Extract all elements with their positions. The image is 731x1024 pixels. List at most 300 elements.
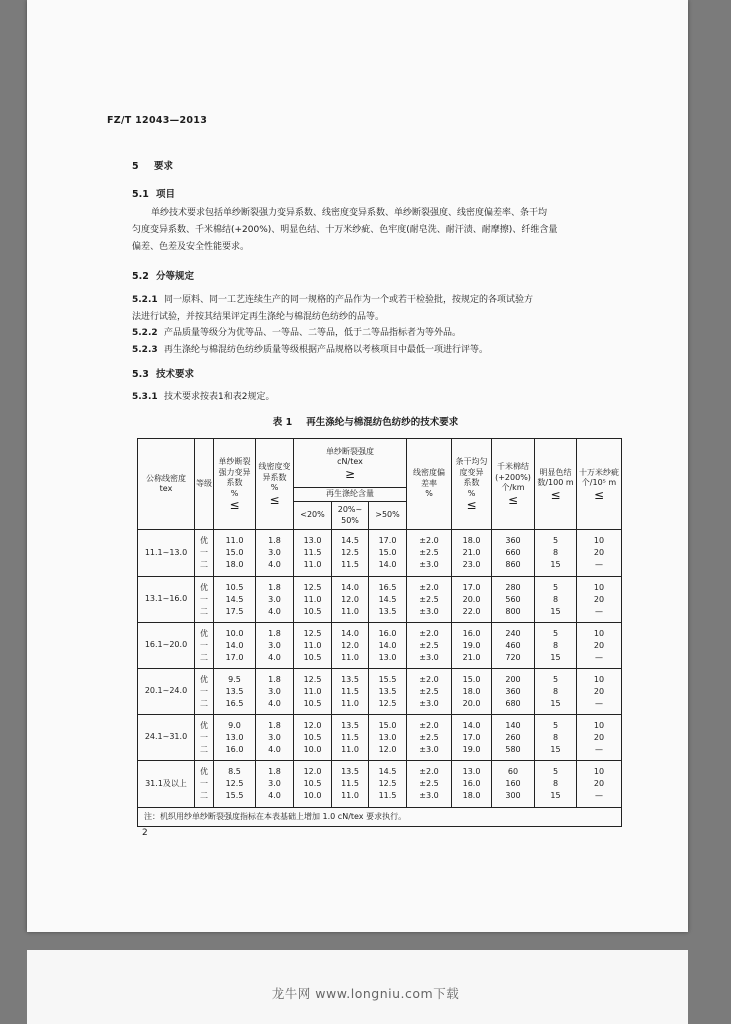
cell-value: 17.0	[378, 536, 397, 545]
cell-value: 10.5	[303, 652, 322, 662]
cell-value: 16.0	[462, 779, 481, 788]
para-5-1-line1: 单纱技术要求包括单纱断裂强力变异系数、线密度变异系数、单纱断裂强度、线密度偏差率、条干均	[151, 208, 548, 218]
cell-value: 8	[552, 594, 559, 604]
cell-value: 5	[552, 536, 559, 545]
table-cell	[452, 577, 492, 623]
table-cell	[577, 530, 622, 577]
table-cell	[332, 761, 369, 808]
table-cell	[492, 577, 535, 623]
table-row	[138, 761, 622, 808]
cell-value: 13.5	[378, 686, 397, 696]
cell-value: ±2.5	[419, 779, 439, 788]
table-cell	[492, 669, 535, 715]
cell-value: 12.5	[225, 779, 244, 788]
table-cell	[256, 623, 294, 669]
table-cell	[407, 577, 452, 623]
table-cell	[195, 577, 214, 623]
cell-value: 3.0	[268, 594, 281, 604]
table-cell	[332, 669, 369, 715]
header-content-lt20: <20%	[294, 502, 332, 530]
cell-value: 860	[505, 560, 521, 569]
cell-value: 10.5	[225, 582, 244, 592]
cell-value: ±2.0	[419, 536, 439, 545]
cell-value: 11.0	[303, 594, 322, 604]
header-evenness: 条干均匀 度变异 系数 % ≤	[452, 439, 492, 530]
para-5-1-line3: 偏差、色差及安全性能要求。	[132, 242, 250, 252]
cell-value: 21.0	[462, 548, 481, 557]
table-cell	[294, 669, 332, 715]
cell-value: 23.0	[462, 560, 481, 569]
cell-value: 11.0	[303, 640, 322, 650]
cell-value: 15	[550, 560, 561, 569]
header-strength: 单纱断裂强度 cN/tex ≥	[294, 439, 407, 488]
cell-value: 15	[550, 698, 561, 708]
cell-value: 720	[505, 652, 521, 662]
cell-value: —	[595, 744, 604, 754]
cell-value: 13.0	[462, 767, 481, 776]
watermark-text: 龙牛网 www.longniu.com下载	[271, 986, 460, 1001]
table-cell	[492, 623, 535, 669]
cell-value: 13.5	[225, 686, 244, 696]
table-cell	[452, 669, 492, 715]
cell-value: 12.5	[303, 582, 322, 592]
cell-value: 13.0	[378, 652, 397, 662]
cell-value: 13.5	[341, 674, 359, 684]
table-cell	[492, 761, 535, 808]
cell-value: 660	[505, 548, 521, 557]
cell-value: 18.0	[225, 560, 244, 569]
cell-value: 300	[505, 791, 521, 800]
cell-value: 200	[505, 674, 521, 684]
table-cell	[195, 530, 214, 577]
table-cell	[577, 623, 622, 669]
cell-value: 一	[200, 779, 208, 788]
cell-value: 一	[200, 548, 208, 557]
table-cell	[369, 715, 407, 761]
cell-value: 20	[593, 686, 605, 696]
para-5-1-line2: 匀度变异系数、千米棉结(+200%)、明显色结、十万米纱疵、色牢度(耐皂洗、耐汗渍、耐摩擦)、纤维含量	[132, 225, 558, 235]
cell-value: 10	[593, 767, 605, 776]
linear-density-range-cell: 13.1~16.0	[138, 577, 195, 623]
table-cell	[332, 530, 369, 577]
cell-value: 16.0	[378, 628, 397, 638]
section-5-3-heading: 5.3 技术要求	[132, 369, 195, 380]
table-cell	[294, 577, 332, 623]
cell-value: ±2.0	[419, 767, 439, 776]
cell-value: 18.0	[462, 791, 481, 800]
cell-value: 16.5	[378, 582, 397, 592]
cell-value: 14.0	[341, 582, 359, 592]
cell-value: 8	[552, 548, 559, 557]
header-density-deviation: 线密度偏 差率 %	[407, 439, 452, 530]
cell-value: 20	[593, 594, 605, 604]
cell-value: 10.5	[303, 732, 322, 742]
cell-value: 13.5	[341, 720, 359, 730]
cell-value: 11.0	[341, 791, 359, 800]
cell-value: 3.0	[268, 732, 281, 742]
cell-value: 8	[552, 732, 559, 742]
table-cell	[452, 623, 492, 669]
linear-density-range-cell: 16.1~20.0	[138, 623, 195, 669]
header-neps: 千米棉结 (+200%) 个/km ≤	[492, 439, 535, 530]
table-cell	[256, 761, 294, 808]
header-content-20-50: 20%~ 50%	[332, 502, 369, 530]
cell-value: 11.5	[341, 560, 359, 569]
table-cell	[332, 715, 369, 761]
cell-value: 优	[200, 628, 208, 638]
cell-value: 一	[200, 732, 208, 742]
cell-value: 13.5	[378, 606, 397, 616]
table-cell	[195, 623, 214, 669]
cell-value: 10.5	[303, 698, 322, 708]
cell-value: 22.0	[462, 606, 481, 616]
cell-value: 10.0	[303, 791, 322, 800]
table-cell	[492, 715, 535, 761]
cell-value: 一	[200, 686, 208, 696]
cell-value: —	[595, 652, 604, 662]
cell-value: 11.0	[341, 606, 359, 616]
clause-5-2-1-line2: 法进行试验，并按其结果评定再生涤纶与棉混纺色纺纱的品等。	[132, 312, 385, 322]
cell-value: ±2.5	[419, 686, 439, 696]
cell-value: 5	[552, 767, 559, 776]
cell-value: ±2.5	[419, 548, 439, 557]
cell-value: 二	[200, 652, 208, 662]
cell-value: ±2.0	[419, 582, 439, 592]
table-cell	[407, 669, 452, 715]
header-linear-density: 公称线密度 tex	[138, 439, 195, 530]
cell-value: 10	[593, 582, 605, 592]
cell-value: 11.0	[341, 652, 359, 662]
cell-value: 15.5	[225, 791, 244, 800]
table-cell	[577, 669, 622, 715]
header-cv-density: 线密度变 异系数 % ≤	[256, 439, 294, 530]
table-cell	[452, 761, 492, 808]
cell-value: ±2.0	[419, 674, 439, 684]
table-cell	[195, 669, 214, 715]
cell-value: 13.5	[341, 767, 359, 776]
cell-value: 10	[593, 628, 605, 638]
cell-value: 4.0	[268, 560, 281, 569]
table-cell	[452, 715, 492, 761]
cell-value: 11.0	[303, 560, 322, 569]
cell-value: ±2.5	[419, 640, 439, 650]
table-cell	[294, 761, 332, 808]
table-cell	[369, 761, 407, 808]
table-cell	[294, 623, 332, 669]
cell-value: 19.0	[462, 640, 481, 650]
table-cell	[214, 577, 256, 623]
cell-value: 60	[507, 767, 519, 776]
cell-value: 15.0	[462, 674, 481, 684]
cell-value: 10.5	[303, 779, 322, 788]
header-color-knots: 明显色结 数/100 m ≤	[535, 439, 577, 530]
cell-value: 5	[552, 720, 559, 730]
header-grade: 等级	[195, 439, 214, 530]
cell-value: 15.5	[378, 674, 397, 684]
table-cell	[294, 530, 332, 577]
cell-value: 10.5	[303, 606, 322, 616]
table-row	[138, 669, 622, 715]
cell-value: 3.0	[268, 548, 281, 557]
header-yarn-faults: 十万米纱疵 个/10⁵ m ≤	[577, 439, 622, 530]
cell-value: 13.0	[378, 732, 397, 742]
cell-value: 1.8	[268, 674, 281, 684]
cell-value: 15.0	[378, 720, 397, 730]
cell-value: —	[595, 698, 604, 708]
cell-value: 14.0	[378, 640, 397, 650]
cell-value: 10.0	[303, 744, 322, 754]
cell-value: 9.0	[228, 720, 241, 730]
cell-value: 12.5	[303, 674, 322, 684]
cell-value: 12.0	[378, 744, 397, 754]
table-cell	[214, 669, 256, 715]
cell-value: 16.5	[225, 698, 244, 708]
cell-value: 15.0	[225, 548, 244, 557]
page-number: 2	[142, 828, 148, 838]
table-cell	[195, 715, 214, 761]
cell-value: 优	[200, 582, 208, 592]
table-cell	[535, 577, 577, 623]
cell-value: 11.5	[341, 686, 359, 696]
table-cell	[214, 761, 256, 808]
cell-value: 二	[200, 560, 208, 569]
cell-value: 4.0	[268, 606, 281, 616]
cell-value: 20	[593, 732, 605, 742]
linear-density-range-cell: 11.1~13.0	[138, 530, 195, 577]
clause-5-3-1: 5.3.1 技术要求按表1和表2规定。	[132, 392, 275, 402]
cell-value: 15	[550, 744, 561, 754]
cell-value: ±3.0	[419, 560, 439, 569]
table-cell	[535, 669, 577, 715]
cell-value: 800	[505, 606, 521, 616]
cell-value: 12.5	[378, 698, 397, 708]
cell-value: 8	[552, 779, 559, 788]
cell-value: 二	[200, 791, 208, 800]
table-cell	[214, 530, 256, 577]
header-content-gt50: >50%	[369, 502, 407, 530]
cell-value: 12.0	[303, 767, 322, 776]
cell-value: 11.0	[341, 698, 359, 708]
cell-value: 15	[550, 652, 561, 662]
cell-value: 14.0	[378, 560, 397, 569]
cell-value: ±3.0	[419, 652, 439, 662]
cell-value: 12.0	[303, 720, 322, 730]
table-cell	[452, 530, 492, 577]
cell-value: 1.8	[268, 628, 281, 638]
cell-value: 20	[593, 779, 605, 788]
table-row	[138, 577, 622, 623]
cell-value: 18.0	[462, 686, 481, 696]
table-cell	[535, 530, 577, 577]
cell-value: 5	[552, 628, 559, 638]
table-cell	[407, 761, 452, 808]
table-cell	[369, 530, 407, 577]
cell-value: 360	[505, 536, 521, 545]
table-cell	[369, 623, 407, 669]
cell-value: 1.8	[268, 767, 281, 776]
cell-value: 20.0	[462, 594, 481, 604]
table-cell	[214, 715, 256, 761]
cell-value: 5	[552, 674, 559, 684]
cell-value: ±3.0	[419, 698, 439, 708]
cell-value: 17.5	[225, 606, 244, 616]
cell-value: 优	[200, 674, 208, 684]
table-cell	[195, 761, 214, 808]
technical-requirements-table	[137, 438, 622, 827]
cell-value: 14.0	[462, 720, 481, 730]
section-5-1-heading: 5.1 项目	[132, 189, 176, 200]
cell-value: 二	[200, 698, 208, 708]
cell-value: 13.0	[225, 732, 244, 742]
cell-value: ±3.0	[419, 606, 439, 616]
cell-value: 12.5	[341, 548, 359, 557]
cell-value: 一	[200, 594, 208, 604]
cell-value: ±3.0	[419, 744, 439, 754]
cell-value: 11.0	[341, 744, 359, 754]
table-cell	[577, 761, 622, 808]
cell-value: 17.0	[225, 652, 244, 662]
cell-value: 11.5	[341, 779, 359, 788]
table-row	[138, 623, 622, 669]
cell-value: 3.0	[268, 686, 281, 696]
cell-value: 10	[593, 720, 605, 730]
cell-value: 14.5	[341, 536, 359, 545]
cell-value: 1.8	[268, 536, 281, 545]
table-cell	[535, 761, 577, 808]
clause-5-2-1-line1: 5.2.1 同一原料、同一工艺连续生产的同一规格的产品作为一个或若干检验批，按规定的各项试验方	[132, 295, 534, 305]
cell-value: 优	[200, 720, 208, 730]
table-cell	[214, 623, 256, 669]
cell-value: 260	[505, 732, 521, 742]
cell-value: 12.5	[303, 628, 322, 638]
cell-value: 13.0	[303, 536, 322, 545]
cell-value: 8	[552, 686, 559, 696]
cell-value: 240	[505, 628, 521, 638]
table-cell	[407, 530, 452, 577]
table-row	[138, 715, 622, 761]
cell-value: —	[595, 606, 604, 616]
cell-value: 11.5	[303, 548, 322, 557]
cell-value: ±2.5	[419, 594, 439, 604]
cell-value: 11.5	[341, 732, 359, 742]
table-note: 注：机织用纱单纱断裂强度指标在本表基础上增加 1.0 cN/tex 要求执行。	[138, 808, 622, 827]
cell-value: ±3.0	[419, 791, 439, 800]
table-cell	[332, 623, 369, 669]
table-row	[138, 530, 622, 577]
cell-value: —	[595, 560, 604, 569]
cell-value: 4.0	[268, 791, 281, 800]
linear-density-range-cell: 24.1~31.0	[138, 715, 195, 761]
cell-value: 14.0	[225, 640, 244, 650]
cell-value: 680	[505, 698, 521, 708]
cell-value: 10.0	[225, 628, 244, 638]
cell-value: —	[595, 791, 604, 800]
cell-value: 14.5	[225, 594, 244, 604]
table-cell	[256, 530, 294, 577]
cell-value: 一	[200, 640, 208, 650]
cell-value: 1.8	[268, 582, 281, 592]
cell-value: 11.0	[225, 536, 244, 545]
cell-value: ±2.0	[419, 720, 439, 730]
header-recycled-content: 再生涤纶含量	[294, 488, 407, 502]
cell-value: 580	[505, 744, 521, 754]
cell-value: 4.0	[268, 652, 281, 662]
cell-value: 二	[200, 744, 208, 754]
cell-value: 280	[505, 582, 521, 592]
cell-value: 优	[200, 536, 208, 545]
section-5-heading: 5 要求	[132, 161, 174, 172]
standard-code: FZ/T 12043—2013	[107, 115, 208, 126]
clause-5-2-2: 5.2.2 产品质量等级分为优等品、一等品、二等品，低于二等品指标者为等外品。	[132, 328, 462, 338]
cell-value: 8	[552, 640, 559, 650]
cell-value: 二	[200, 606, 208, 616]
linear-density-range-cell: 31.1及以上	[138, 761, 195, 808]
table-cell	[535, 623, 577, 669]
cell-value: 10	[593, 674, 605, 684]
table-cell	[407, 623, 452, 669]
cell-value: 17.0	[462, 582, 481, 592]
header-cv-strength: 单纱断裂 强力变异 系数 % ≤	[214, 439, 256, 530]
cell-value: 560	[505, 594, 521, 604]
table-cell	[407, 715, 452, 761]
table-cell	[577, 715, 622, 761]
linear-density-range-cell: 20.1~24.0	[138, 669, 195, 715]
cell-value: 优	[200, 767, 208, 776]
cell-value: 460	[505, 640, 521, 650]
cell-value: 15	[550, 791, 561, 800]
cell-value: 19.0	[462, 744, 481, 754]
cell-value: 12.0	[341, 640, 359, 650]
table-cell	[256, 669, 294, 715]
cell-value: 12.0	[341, 594, 359, 604]
cell-value: 21.0	[462, 652, 481, 662]
cell-value: 15.0	[378, 548, 397, 557]
cell-value: ±2.0	[419, 628, 439, 638]
cell-value: 5	[552, 582, 559, 592]
cell-value: 1.8	[268, 720, 281, 730]
table-caption: 表 1 再生涤纶与棉混纺色纺纱的技术要求	[272, 417, 459, 428]
cell-value: 17.0	[462, 732, 481, 742]
cell-value: 14.0	[341, 628, 359, 638]
table-cell	[577, 577, 622, 623]
section-5-2-heading: 5.2 分等规定	[132, 271, 195, 282]
cell-value: 10	[593, 536, 605, 545]
cell-value: 4.0	[268, 744, 281, 754]
cell-value: 15	[550, 606, 561, 616]
cell-value: 14.5	[378, 594, 397, 604]
table-cell	[294, 715, 332, 761]
cell-value: 20	[593, 640, 605, 650]
cell-value: 3.0	[268, 640, 281, 650]
cell-value: 8.5	[228, 767, 241, 776]
cell-value: 16.0	[462, 628, 481, 638]
table-cell	[256, 577, 294, 623]
clause-5-2-3: 5.2.3 再生涤纶与棉混纺色纺纱质量等级根据产品规格以考核项目中最低一项进行评等。	[132, 345, 489, 355]
table-cell	[369, 669, 407, 715]
cell-value: ±2.5	[419, 732, 439, 742]
table-cell	[256, 715, 294, 761]
cell-value: 9.5	[228, 674, 241, 684]
cell-value: 160	[505, 779, 521, 788]
cell-value: 11.5	[378, 791, 397, 800]
cell-value: 16.0	[225, 744, 244, 754]
cell-value: 360	[505, 686, 521, 696]
cell-value: 18.0	[462, 536, 481, 545]
cell-value: 4.0	[268, 698, 281, 708]
cell-value: 20.0	[462, 698, 481, 708]
cell-value: 20	[593, 548, 605, 557]
cell-value: 140	[505, 720, 521, 730]
